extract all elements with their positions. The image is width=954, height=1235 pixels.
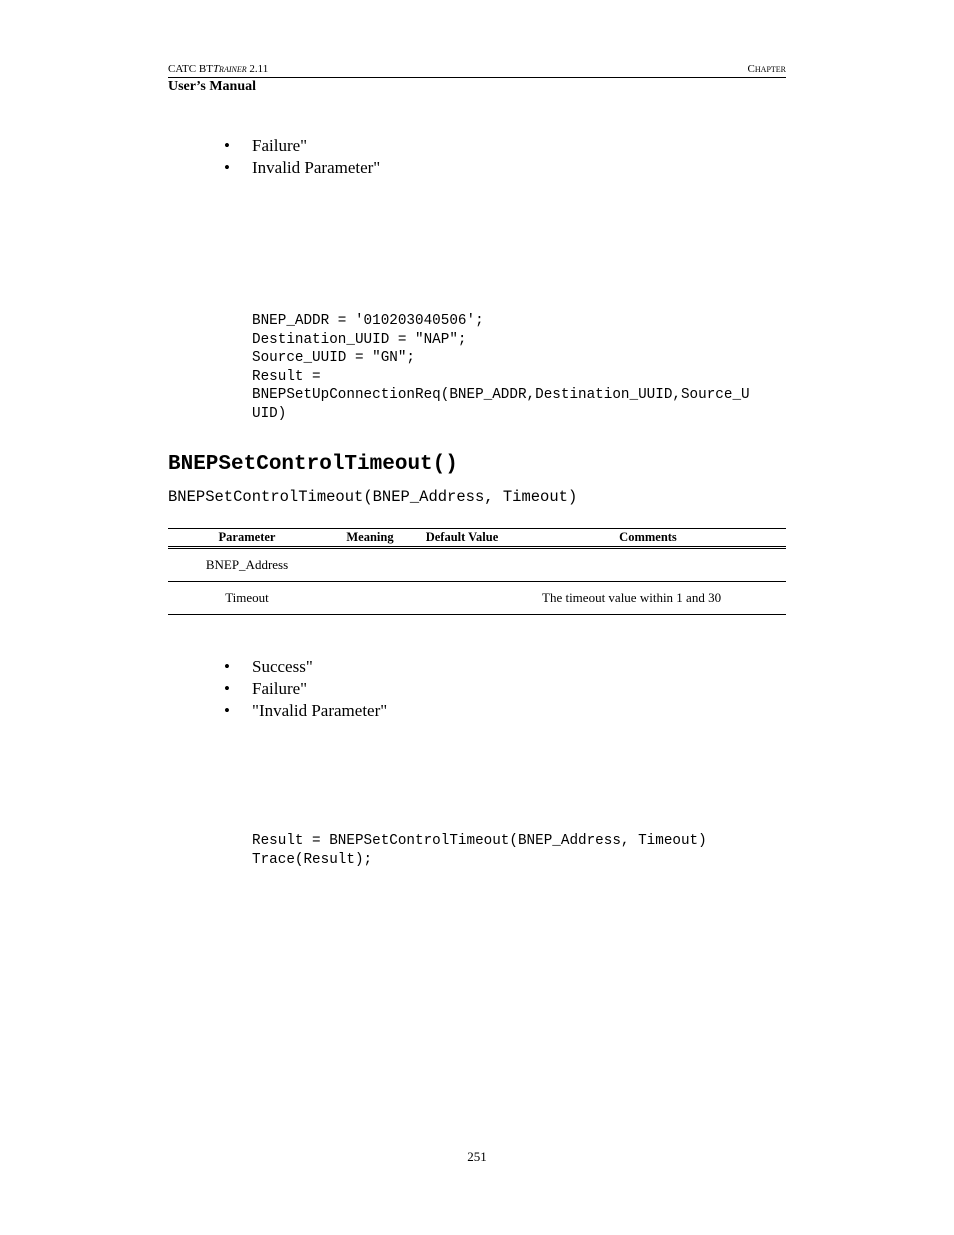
list-item: • Failure" [224,679,308,698]
list-item: • Invalid Parameter" [224,158,381,177]
code-line: Result = BNEPSetControlTimeout(BNEP_Address, Timeout) [252,833,707,849]
running-header-manual: User’s Manual [168,79,257,94]
list-item: • Success" [224,657,313,676]
code-line: Destination_UUID = "NAP"; [252,331,467,348]
running-header-chapter: Chapter [747,63,786,75]
table-cell [326,548,414,582]
table-header-row [168,529,786,548]
table-cell [326,582,414,615]
code-line: Trace(Result); [252,851,373,868]
table-cell: The timeout value within 1 and 30 [510,582,786,615]
parameter-table [168,528,786,615]
column-header: Comments [510,529,786,548]
column-header: Meaning [326,529,414,548]
bullet-icon: • [224,679,230,698]
list-item: • Failure" [224,136,308,155]
product-name: Trainer [212,63,247,75]
example-code-top [252,312,750,423]
list-item: • "Invalid Parameter" [224,701,388,720]
function-signature: BNEPSetControlTimeout(BNEP_Address, Timeout) [168,488,578,506]
section-title: BNEPSetControlTimeout() [168,453,458,476]
column-header: Default Value [414,529,510,548]
table-row [168,582,786,615]
code-line: BNEP_ADDR = '010203040506'; [252,313,484,329]
table-cell [510,548,786,582]
bullet-icon: • [224,701,230,720]
running-header-product [168,63,268,75]
product-version: 2.11 [246,63,269,75]
bullet-icon: • [224,657,230,676]
product-prefix: CATC BT [168,63,213,75]
table-row [168,548,786,582]
example-code-bottom [252,832,707,869]
header-rule [168,77,786,78]
code-line: Source_UUID = "GN"; [252,350,416,366]
bullet-icon: • [224,136,230,155]
code-line: Result = [252,368,321,385]
table-cell [414,548,510,582]
table-cell [414,582,510,615]
table-cell: BNEP_Address [168,548,326,582]
page-number: 251 [467,1149,487,1164]
return-values-list-bottom [224,656,387,722]
code-line: BNEPSetUpConnectionReq(BNEP_ADDR,Destination_UUID,Source_U [252,387,750,403]
column-header: Parameter [168,529,326,548]
table-cell: Timeout [168,582,326,615]
code-line: UID) [252,405,287,422]
bullet-icon: • [224,158,230,177]
return-values-list-top [224,135,380,179]
